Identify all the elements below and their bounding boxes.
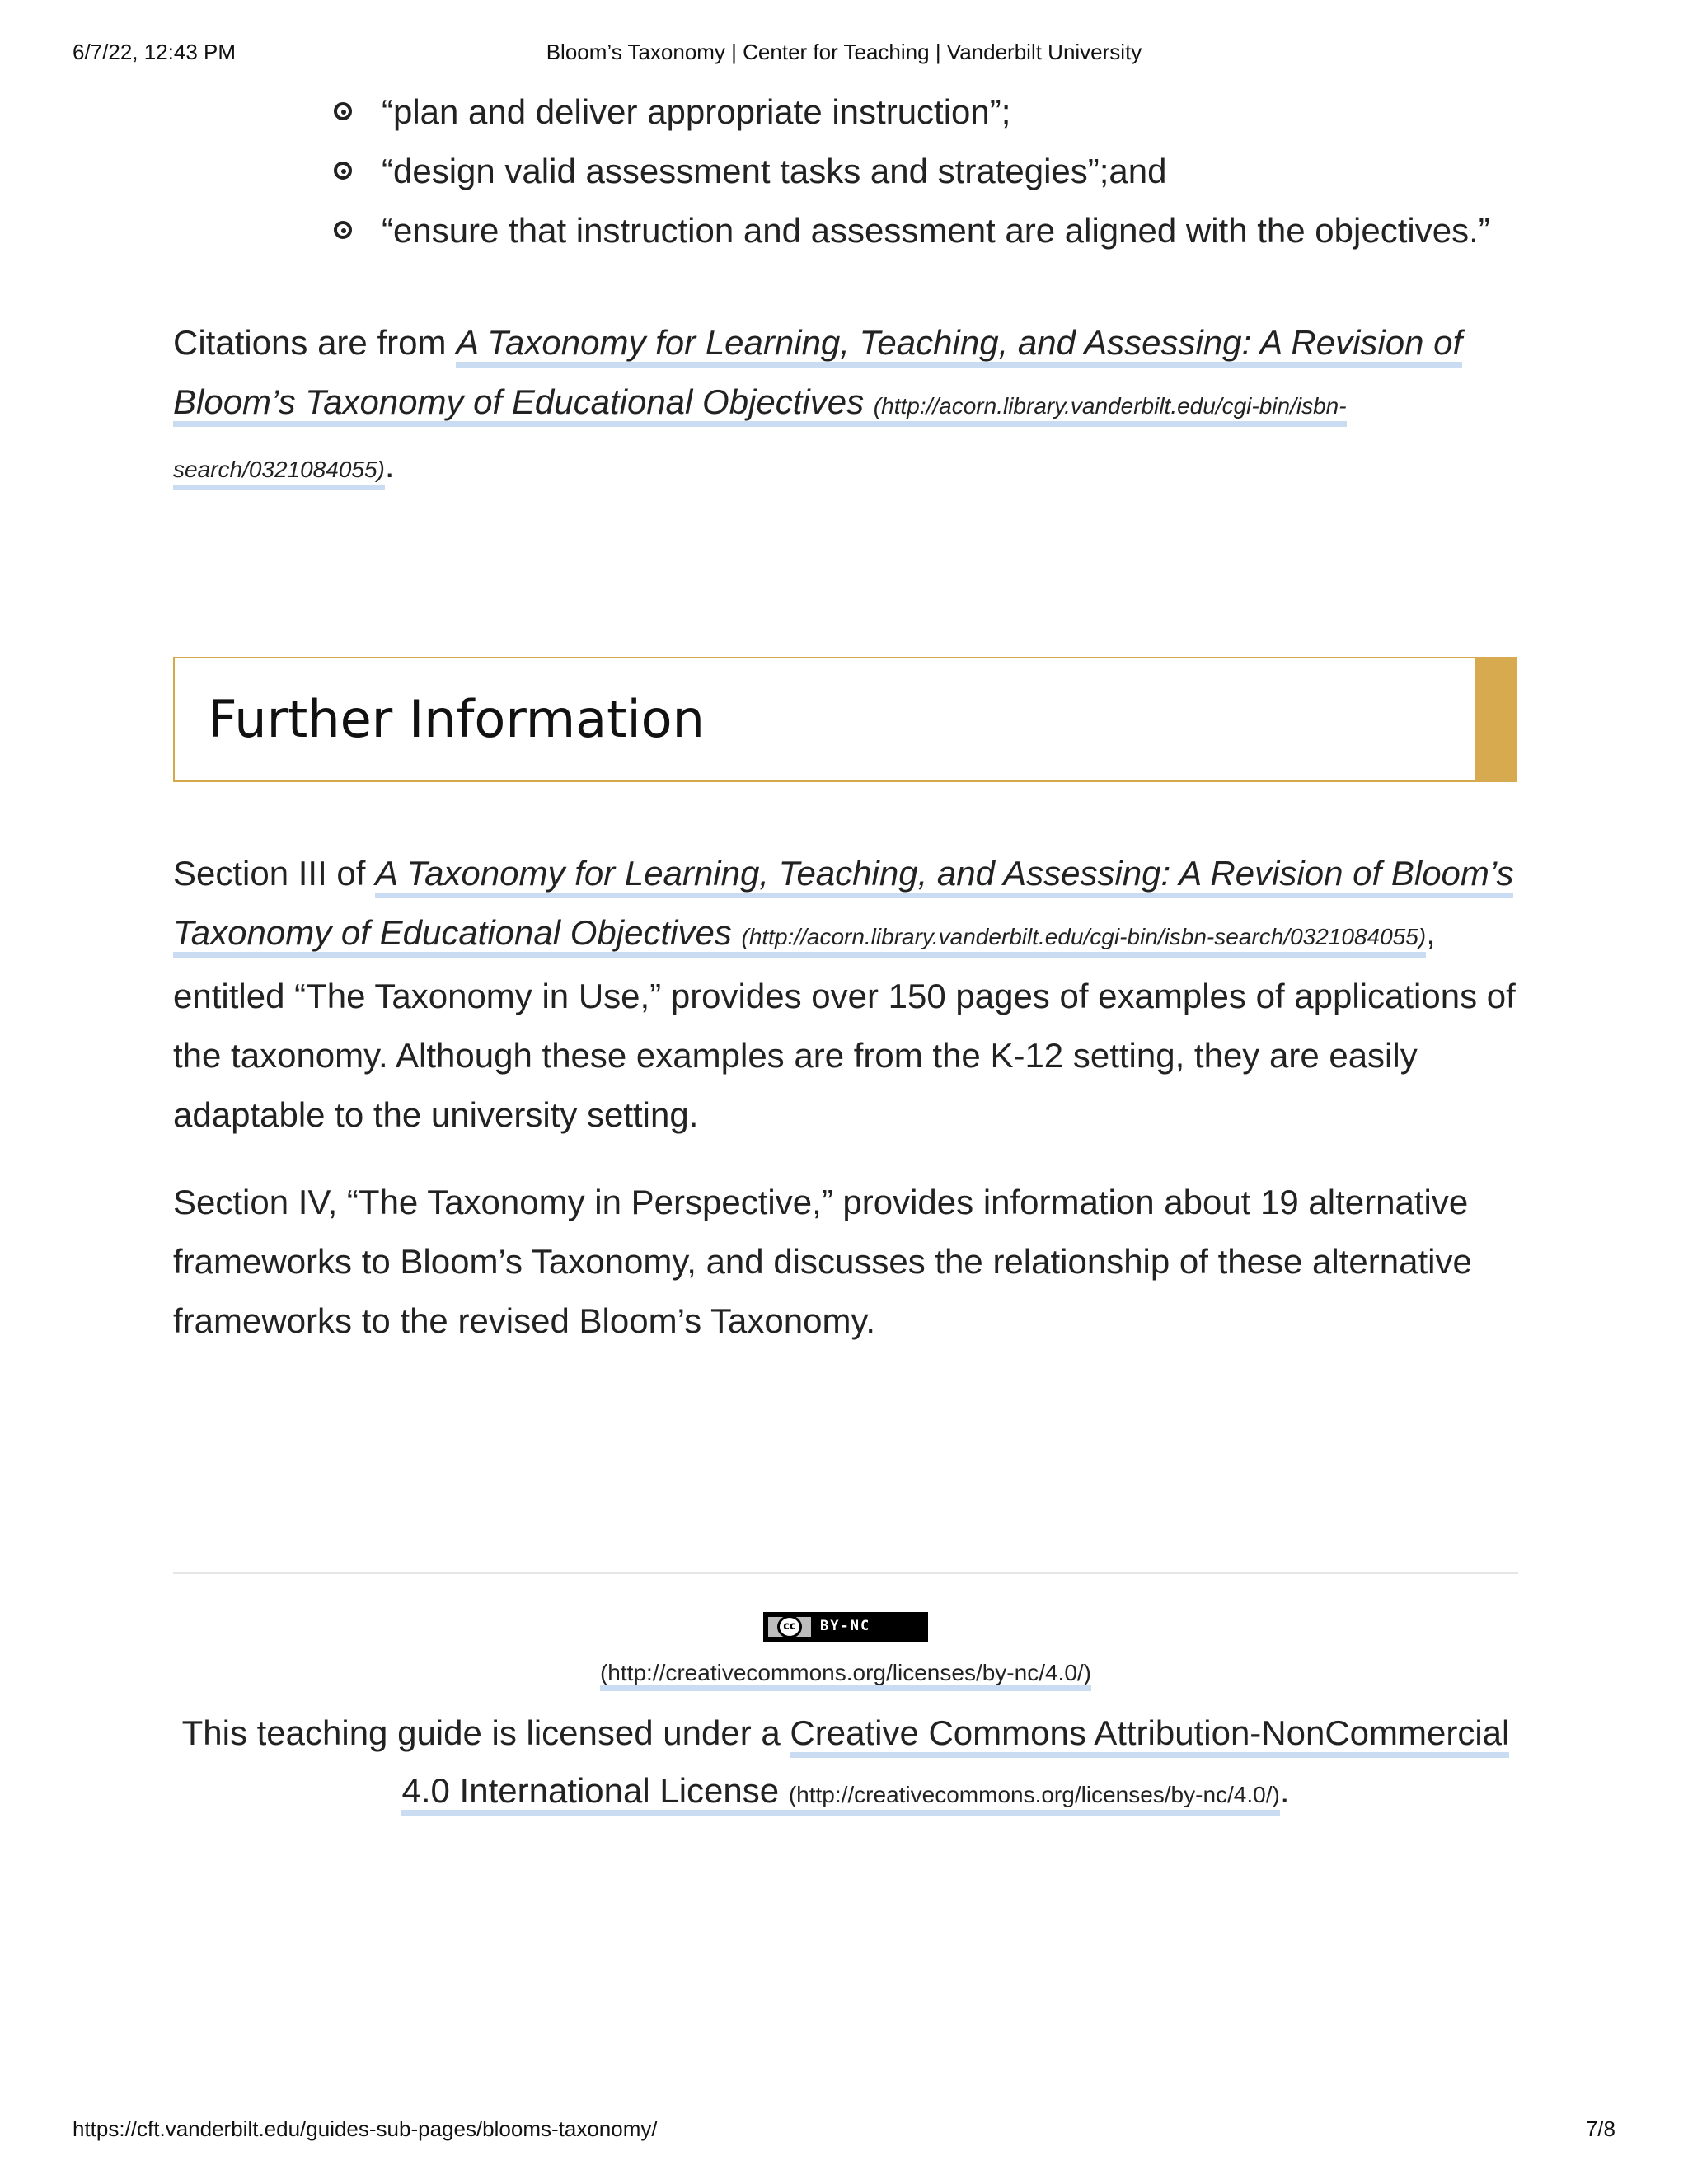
list-item bbox=[334, 142, 1518, 201]
list-item-text: “design valid assessment tasks and strategies”;and bbox=[382, 152, 1167, 190]
cc-license-link[interactable]: Creative Commons Attribution-NonCommercial 4.0 International License (http://creativecommons.org/licenses/by-nc/4.0/) bbox=[401, 1713, 1509, 1816]
further-information-heading-box bbox=[173, 657, 1517, 782]
citations-prefix: Citations are from bbox=[173, 323, 457, 362]
list-item-text: “plan and deliver appropriate instruction”; bbox=[382, 92, 1011, 131]
license-statement: This teaching guide is licensed under a Creative Commons Attribution-NonCommercial 4.0 International License (http://creativecommons.org/licenses/by-nc/4.0/). bbox=[173, 1704, 1518, 1824]
print-page-title: Bloom’s Taxonomy | Center for Teaching | Vanderbilt University bbox=[546, 40, 1142, 64]
print-datetime: 6/7/22, 12:43 PM bbox=[73, 40, 237, 64]
objectives-list bbox=[173, 82, 1518, 260]
print-page-number: 7/8 bbox=[1585, 2116, 1615, 2141]
divider bbox=[173, 1572, 1518, 1574]
circle-bullet-icon bbox=[334, 162, 352, 180]
list-item bbox=[334, 201, 1518, 260]
circle-bullet-icon bbox=[334, 221, 352, 239]
cc-badge-text: BY-NC bbox=[820, 1618, 871, 1634]
circle-bullet-icon bbox=[334, 102, 352, 120]
list-item-text: “ensure that instruction and assessment are aligned with the objectives.” bbox=[382, 211, 1490, 250]
citation-book-link[interactable]: A Taxonomy for Learning, Teaching, and Assessing: A Revision of Bloom’s Taxonomy of Educational Objectives (http://acorn.library.vanderbilt.edu/cgi-bin/isbn- search/0321084055) bbox=[173, 323, 1462, 490]
further-information-section bbox=[173, 844, 1518, 1379]
list-item bbox=[334, 82, 1518, 142]
print-header bbox=[0, 40, 1688, 68]
heading-accent-bar bbox=[1475, 657, 1517, 782]
main-content bbox=[173, 82, 1518, 499]
cc-by-nc-badge-link[interactable] bbox=[763, 1612, 928, 1642]
citations-suffix: . bbox=[384, 446, 395, 485]
cc-badge-url-link[interactable]: (http://creativecommons.org/licenses/by-nc/4.0/) bbox=[600, 1660, 1091, 1691]
print-footer bbox=[0, 2116, 1688, 2144]
taxonomy-book-link[interactable]: A Taxonomy for Learning, Teaching, and Assessing: A Revision of Bloom’s Taxonomy of Educational Objectives (http://acorn.library.vanderbilt.edu/cgi-bin/isbn-search/0321084055) bbox=[173, 854, 1513, 958]
print-page-url: https://cft.vanderbilt.edu/guides-sub-pages/blooms-taxonomy/ bbox=[73, 2116, 658, 2141]
section-heading: Further Information bbox=[208, 689, 705, 749]
license-block bbox=[173, 1612, 1518, 1824]
section-iii-paragraph: Section III of A Taxonomy for Learning, Teaching, and Assessing: A Revision of Bloom’s Taxonomy of Educational Objectives (http://acorn.library.vanderbilt.edu/cgi-bin/isbn-search/0321084055), entitled “The Taxonomy in Use,” provides over 150 pages of examples of applications of the taxonomy. Although these examples are from the K-12 setting, they are easily adaptable to the university setting. bbox=[173, 854, 1516, 1134]
section-iv-paragraph: Section IV, “The Taxonomy in Perspective,” provides information about 19 alternative frameworks to Bloom’s Taxonomy, and discusses the relationship of these alternative frameworks to the revised Bloom’s Taxonomy. bbox=[173, 1183, 1472, 1340]
citations-paragraph bbox=[173, 313, 1518, 499]
cc-icon: cc bbox=[777, 1615, 802, 1638]
